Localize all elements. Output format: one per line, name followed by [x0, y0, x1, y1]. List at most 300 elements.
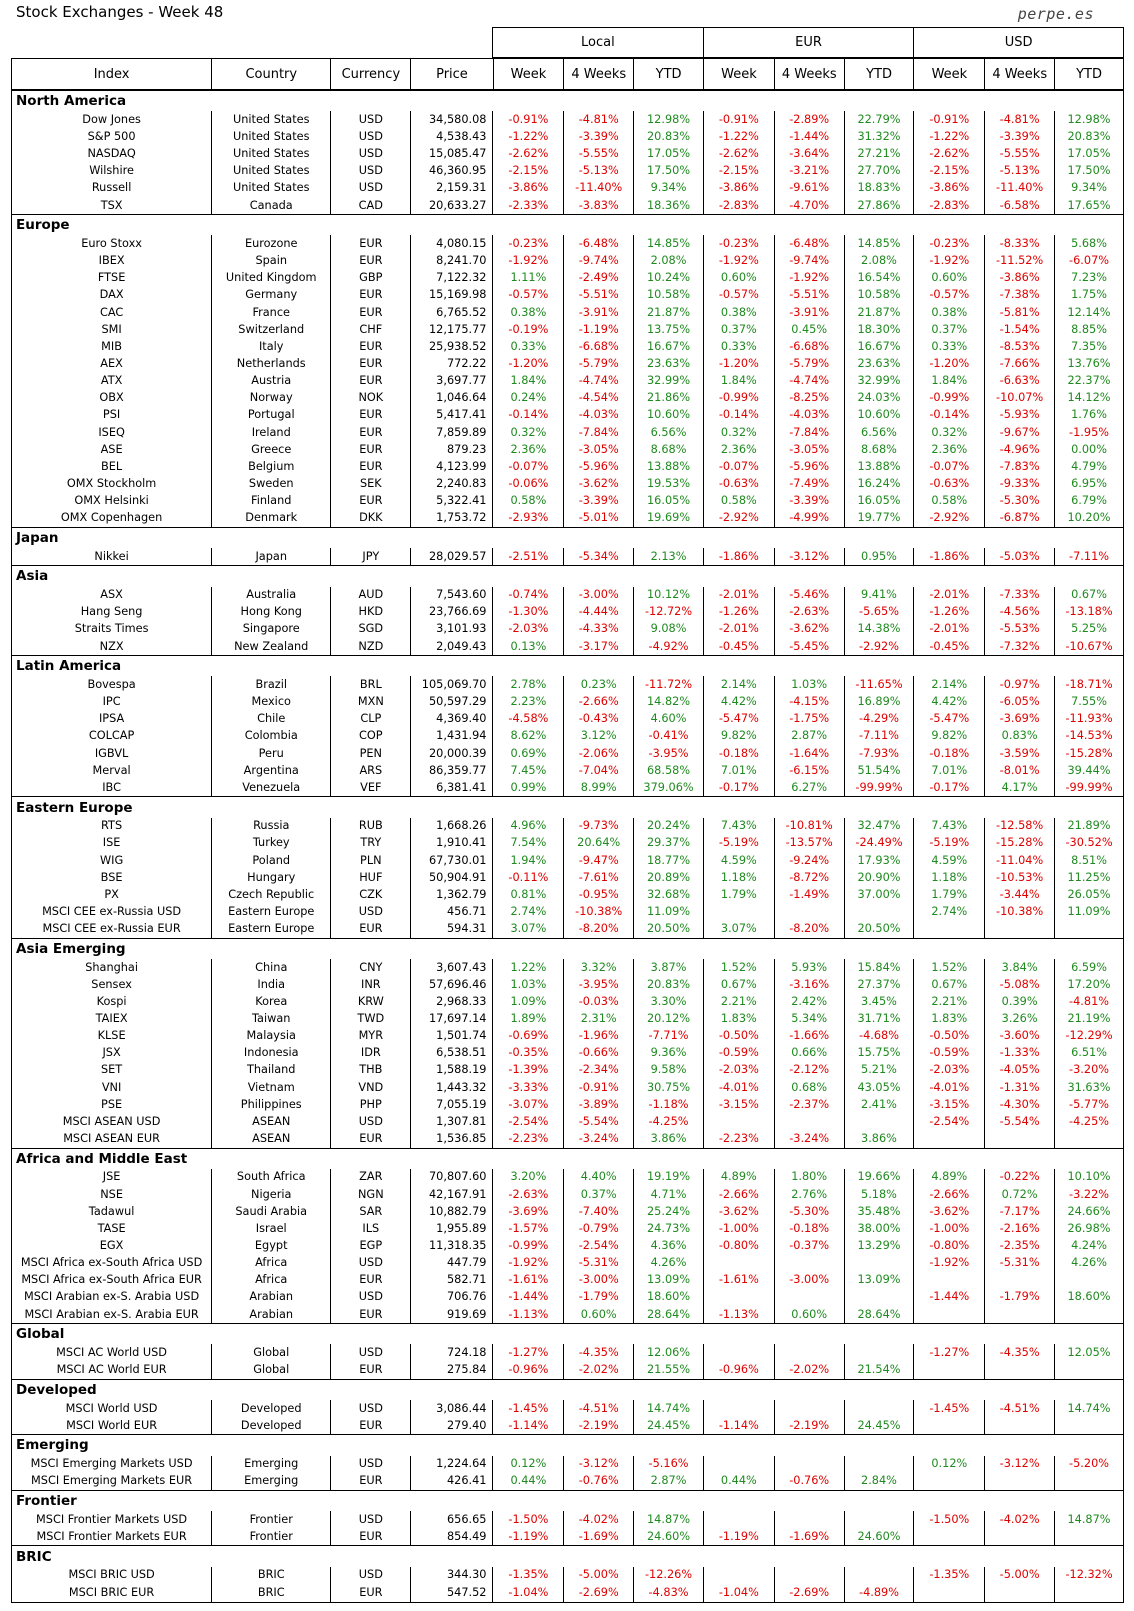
table-row — [12, 993, 1124, 1010]
cell-eur-ytd: 0.95% — [844, 548, 914, 566]
section-header — [12, 527, 1124, 548]
cell-eur-4weeks: -4.99% — [774, 510, 844, 528]
cell-local-week: -2.33% — [493, 197, 564, 215]
cell-usd-4weeks: -12.58% — [985, 818, 1055, 835]
cell-usd-4weeks: -2.16% — [985, 1220, 1055, 1237]
col-price: Price — [411, 59, 493, 90]
cell-eur-4weeks: 1.03% — [774, 676, 844, 693]
cell-price: 50,904.91 — [411, 869, 493, 886]
cell-local-4weeks: -5.01% — [564, 510, 634, 528]
cell-price: 7,859.89 — [411, 424, 493, 441]
cell-usd-4weeks: -10.07% — [985, 390, 1055, 407]
cell-currency: AUD — [331, 587, 411, 604]
cell-index: MSCI Emerging Markets USD — [12, 1456, 212, 1473]
cell-country: Vietnam — [212, 1079, 331, 1096]
cell-price: 275.84 — [411, 1362, 493, 1380]
cell-price: 2,240.83 — [411, 475, 493, 492]
cell-price: 2,049.43 — [411, 638, 493, 656]
cell-usd-ytd: -18.71% — [1055, 676, 1124, 693]
cell-eur-4weeks: -0.76% — [774, 1473, 844, 1491]
cell-eur-4weeks: -10.81% — [774, 818, 844, 835]
cell-eur-ytd: 16.54% — [844, 270, 914, 287]
cell-eur-4weeks — [774, 903, 844, 920]
cell-eur-ytd: 15.75% — [844, 1045, 914, 1062]
cell-usd-4weeks: -1.54% — [985, 321, 1055, 338]
cell-price: 7,122.32 — [411, 270, 493, 287]
cell-local-ytd: 30.75% — [634, 1079, 704, 1096]
cell-usd-4weeks: -3.69% — [985, 711, 1055, 728]
cell-local-week: 0.24% — [493, 390, 564, 407]
cell-usd-4weeks: 0.72% — [985, 1186, 1055, 1203]
cell-usd-ytd: -12.29% — [1055, 1028, 1124, 1045]
cell-local-ytd: 4.71% — [634, 1186, 704, 1203]
cell-currency: ARS — [331, 762, 411, 779]
cell-eur-ytd: -99.99% — [844, 779, 914, 797]
table-row — [12, 959, 1124, 976]
cell-eur-week: -2.62% — [703, 146, 774, 163]
cell-local-4weeks: -0.03% — [564, 993, 634, 1010]
cell-index: MSCI Africa ex-South Africa EUR — [12, 1272, 212, 1289]
col-usd-ytd: YTD — [1055, 59, 1124, 90]
cell-index: MSCI BRIC USD — [12, 1567, 212, 1584]
cell-index: NSE — [12, 1186, 212, 1203]
cell-local-4weeks: 4.40% — [564, 1169, 634, 1186]
cell-local-4weeks: -4.74% — [564, 373, 634, 390]
col-local-week: Week — [493, 59, 564, 90]
cell-price: 279.40 — [411, 1417, 493, 1435]
cell-price: 57,696.46 — [411, 976, 493, 993]
cell-eur-week: -0.99% — [703, 390, 774, 407]
table-row — [12, 1272, 1124, 1289]
cell-local-4weeks: -6.48% — [564, 235, 634, 252]
cell-eur-week: -0.17% — [703, 779, 774, 797]
cell-index: MSCI World USD — [12, 1400, 212, 1417]
cell-index: Dow Jones — [12, 111, 212, 128]
cell-eur-week: -0.63% — [703, 475, 774, 492]
cell-usd-4weeks: 0.83% — [985, 728, 1055, 745]
cell-local-week: 0.33% — [493, 338, 564, 355]
cell-local-week: -1.57% — [493, 1220, 564, 1237]
cell-eur-week: 1.18% — [703, 869, 774, 886]
cell-eur-4weeks — [774, 1344, 844, 1361]
cell-usd-4weeks: -5.93% — [985, 407, 1055, 424]
table-row — [12, 1528, 1124, 1546]
cell-usd-week — [914, 1528, 985, 1546]
cell-price: 46,360.95 — [411, 163, 493, 180]
cell-local-4weeks: -0.66% — [564, 1045, 634, 1062]
cell-currency: HKD — [331, 604, 411, 621]
cell-country: New Zealand — [212, 638, 331, 656]
cell-usd-ytd: 9.34% — [1055, 180, 1124, 197]
cell-usd-4weeks: -4.51% — [985, 1400, 1055, 1417]
cell-eur-4weeks: -4.03% — [774, 407, 844, 424]
cell-eur-ytd: 14.85% — [844, 235, 914, 252]
cell-local-ytd: -4.83% — [634, 1584, 704, 1603]
cell-usd-ytd: -99.99% — [1055, 779, 1124, 797]
cell-usd-week: -0.63% — [914, 475, 985, 492]
cell-country: Emerging — [212, 1456, 331, 1473]
cell-eur-4weeks: -2.12% — [774, 1062, 844, 1079]
cell-price: 50,597.29 — [411, 694, 493, 711]
cell-eur-week: -5.47% — [703, 711, 774, 728]
cell-local-week: -1.04% — [493, 1584, 564, 1603]
cell-usd-week: -1.22% — [914, 128, 985, 145]
cell-eur-week — [703, 1511, 774, 1528]
cell-local-week: 1.11% — [493, 270, 564, 287]
cell-eur-week: -3.15% — [703, 1096, 774, 1113]
cell-currency: DKK — [331, 510, 411, 528]
cell-country: Hong Kong — [212, 604, 331, 621]
cell-usd-ytd: -6.07% — [1055, 253, 1124, 270]
cell-index: FTSE — [12, 270, 212, 287]
cell-country: Brazil — [212, 676, 331, 693]
cell-country: Australia — [212, 587, 331, 604]
cell-eur-ytd — [844, 1113, 914, 1130]
cell-currency: USD — [331, 1511, 411, 1528]
cell-eur-4weeks: -2.69% — [774, 1584, 844, 1603]
cell-usd-ytd: 4.79% — [1055, 458, 1124, 475]
cell-usd-week: -0.99% — [914, 390, 985, 407]
cell-eur-ytd: 16.05% — [844, 493, 914, 510]
cell-country: Eastern Europe — [212, 921, 331, 939]
cell-local-ytd: 20.89% — [634, 869, 704, 886]
cell-local-week: -3.86% — [493, 180, 564, 197]
cell-country: Frontier — [212, 1511, 331, 1528]
cell-usd-week: -2.92% — [914, 510, 985, 528]
cell-local-week: 1.89% — [493, 1010, 564, 1027]
cell-currency: USD — [331, 1344, 411, 1361]
table-row — [12, 903, 1124, 920]
cell-local-week: 2.36% — [493, 441, 564, 458]
cell-local-4weeks: -3.24% — [564, 1130, 634, 1148]
cell-eur-ytd: 14.38% — [844, 621, 914, 638]
cell-usd-ytd: 12.05% — [1055, 1344, 1124, 1361]
cell-local-4weeks: -2.69% — [564, 1584, 634, 1603]
cell-local-week: -1.50% — [493, 1511, 564, 1528]
cell-index: IPSA — [12, 711, 212, 728]
cell-price: 594.31 — [411, 921, 493, 939]
section-title: BRIC — [12, 1546, 1124, 1567]
cell-usd-4weeks — [985, 1473, 1055, 1491]
cell-local-4weeks: -4.33% — [564, 621, 634, 638]
cell-index: JSE — [12, 1169, 212, 1186]
cell-local-ytd: 13.75% — [634, 321, 704, 338]
cell-local-4weeks: -4.54% — [564, 390, 634, 407]
table-row — [12, 1113, 1124, 1130]
cell-eur-ytd: 22.79% — [844, 111, 914, 128]
cell-price: 1,536.85 — [411, 1130, 493, 1148]
cell-eur-4weeks: -3.39% — [774, 493, 844, 510]
cell-index: MSCI Frontier Markets EUR — [12, 1528, 212, 1546]
cell-usd-ytd: 17.20% — [1055, 976, 1124, 993]
cell-local-4weeks: -3.00% — [564, 1272, 634, 1289]
cell-usd-4weeks: -5.55% — [985, 146, 1055, 163]
cell-eur-4weeks: -2.02% — [774, 1362, 844, 1380]
cell-eur-4weeks: -4.70% — [774, 197, 844, 215]
cell-currency: RUB — [331, 818, 411, 835]
cell-eur-4weeks: -5.79% — [774, 355, 844, 372]
cell-usd-ytd: -3.20% — [1055, 1062, 1124, 1079]
cell-usd-4weeks: -15.28% — [985, 835, 1055, 852]
cell-eur-4weeks: 1.80% — [774, 1169, 844, 1186]
cell-currency: HUF — [331, 869, 411, 886]
cell-currency: EUR — [331, 1130, 411, 1148]
cell-usd-4weeks: -4.96% — [985, 441, 1055, 458]
cell-currency: EUR — [331, 441, 411, 458]
cell-local-ytd: 21.86% — [634, 390, 704, 407]
cell-country: Arabian — [212, 1289, 331, 1306]
cell-usd-week: -1.00% — [914, 1220, 985, 1237]
cell-local-4weeks: 0.37% — [564, 1186, 634, 1203]
cell-local-4weeks: 3.32% — [564, 959, 634, 976]
cell-local-ytd: 23.63% — [634, 355, 704, 372]
cell-local-ytd: 2.13% — [634, 548, 704, 566]
cell-usd-ytd: 17.50% — [1055, 163, 1124, 180]
cell-index: NASDAQ — [12, 146, 212, 163]
cell-eur-ytd: 16.89% — [844, 694, 914, 711]
cell-country: Chile — [212, 711, 331, 728]
cell-country: Greece — [212, 441, 331, 458]
cell-eur-ytd — [844, 1400, 914, 1417]
cell-local-week: -1.35% — [493, 1567, 564, 1584]
cell-currency: CNY — [331, 959, 411, 976]
cell-local-4weeks: -4.81% — [564, 111, 634, 128]
cell-usd-4weeks: -4.56% — [985, 604, 1055, 621]
cell-local-week: 0.58% — [493, 493, 564, 510]
cell-index: WIG — [12, 852, 212, 869]
cell-eur-4weeks: -9.74% — [774, 253, 844, 270]
cell-country: Malaysia — [212, 1028, 331, 1045]
cell-country: BRIC — [212, 1584, 331, 1603]
cell-usd-ytd — [1055, 1362, 1124, 1380]
cell-local-week: 1.84% — [493, 373, 564, 390]
cell-country: Philippines — [212, 1096, 331, 1113]
cell-local-4weeks: -3.91% — [564, 304, 634, 321]
cell-price: 1,753.72 — [411, 510, 493, 528]
cell-country: France — [212, 304, 331, 321]
cell-local-4weeks: -5.31% — [564, 1255, 634, 1272]
cell-price: 5,417.41 — [411, 407, 493, 424]
cell-local-week: -2.03% — [493, 621, 564, 638]
cell-price: 1,910.41 — [411, 835, 493, 852]
cell-price: 20,633.27 — [411, 197, 493, 215]
cell-eur-week: 0.38% — [703, 304, 774, 321]
cell-eur-ytd: 2.41% — [844, 1096, 914, 1113]
cell-eur-week: 1.79% — [703, 886, 774, 903]
cell-index: Russell — [12, 180, 212, 197]
cell-eur-week: -0.07% — [703, 458, 774, 475]
cell-local-week: 0.12% — [493, 1456, 564, 1473]
cell-eur-4weeks: -5.30% — [774, 1203, 844, 1220]
cell-local-week: -3.07% — [493, 1096, 564, 1113]
cell-local-week: -0.69% — [493, 1028, 564, 1045]
cell-eur-4weeks: -2.19% — [774, 1417, 844, 1435]
cell-currency: EUR — [331, 373, 411, 390]
table-row — [12, 493, 1124, 510]
cell-eur-ytd — [844, 1567, 914, 1584]
cell-local-4weeks: -2.06% — [564, 745, 634, 762]
section-title: Latin America — [12, 656, 1124, 677]
cell-price: 20,000.39 — [411, 745, 493, 762]
cell-eur-ytd: 24.60% — [844, 1528, 914, 1546]
cell-local-week: -2.62% — [493, 146, 564, 163]
cell-usd-week: -2.15% — [914, 163, 985, 180]
cell-usd-week: -1.86% — [914, 548, 985, 566]
cell-price: 656.65 — [411, 1511, 493, 1528]
cell-country: Canada — [212, 197, 331, 215]
cell-index: MSCI Africa ex-South Africa USD — [12, 1255, 212, 1272]
cell-local-4weeks: -3.00% — [564, 587, 634, 604]
cell-local-ytd: 3.30% — [634, 993, 704, 1010]
cell-eur-ytd: -11.65% — [844, 676, 914, 693]
cell-local-week: -2.23% — [493, 1130, 564, 1148]
cell-price: 28,029.57 — [411, 548, 493, 566]
cell-currency: IDR — [331, 1045, 411, 1062]
table-row — [12, 111, 1124, 128]
cell-currency: USD — [331, 128, 411, 145]
cell-currency: EUR — [331, 493, 411, 510]
cell-usd-ytd: 10.10% — [1055, 1169, 1124, 1186]
table-row — [12, 1511, 1124, 1528]
cell-local-4weeks: -5.34% — [564, 548, 634, 566]
cell-price: 1,501.74 — [411, 1028, 493, 1045]
cell-price: 11,318.35 — [411, 1237, 493, 1254]
table-row — [12, 475, 1124, 492]
cell-local-4weeks: -9.74% — [564, 253, 634, 270]
col-local-ytd: YTD — [634, 59, 704, 90]
cell-currency: KRW — [331, 993, 411, 1010]
cell-usd-week: 1.84% — [914, 373, 985, 390]
cell-eur-4weeks: -3.62% — [774, 621, 844, 638]
cell-local-4weeks: -3.83% — [564, 197, 634, 215]
cell-local-week: -1.14% — [493, 1417, 564, 1435]
cell-usd-ytd: 21.89% — [1055, 818, 1124, 835]
section-header — [12, 1435, 1124, 1456]
cell-country: South Africa — [212, 1169, 331, 1186]
cell-eur-ytd: 16.24% — [844, 475, 914, 492]
section-header — [12, 1490, 1124, 1511]
cell-country: Global — [212, 1344, 331, 1361]
cell-eur-week: -2.23% — [703, 1130, 774, 1148]
cell-usd-4weeks: -8.33% — [985, 235, 1055, 252]
cell-country: Germany — [212, 287, 331, 304]
col-usd-4weeks: 4 Weeks — [985, 59, 1055, 90]
cell-local-4weeks: -1.79% — [564, 1289, 634, 1306]
cell-eur-ytd: 19.77% — [844, 510, 914, 528]
cell-country: Sweden — [212, 475, 331, 492]
cell-usd-ytd — [1055, 1130, 1124, 1148]
cell-eur-ytd: -5.65% — [844, 604, 914, 621]
cell-eur-4weeks: -7.84% — [774, 424, 844, 441]
table-row — [12, 390, 1124, 407]
cell-local-week: 0.69% — [493, 745, 564, 762]
section-title: Frontier — [12, 1490, 1124, 1511]
cell-index: MSCI Emerging Markets EUR — [12, 1473, 212, 1491]
cell-usd-week — [914, 1306, 985, 1324]
cell-index: Wilshire — [12, 163, 212, 180]
cell-country: Emerging — [212, 1473, 331, 1491]
cell-index: OMX Stockholm — [12, 475, 212, 492]
cell-local-4weeks: -2.19% — [564, 1417, 634, 1435]
cell-eur-week: 9.82% — [703, 728, 774, 745]
cell-eur-week — [703, 1255, 774, 1272]
stock-table-body — [12, 91, 1124, 1603]
cell-price: 706.76 — [411, 1289, 493, 1306]
cell-index: MSCI AC World EUR — [12, 1362, 212, 1380]
cell-eur-4weeks: -3.91% — [774, 304, 844, 321]
cell-currency: EUR — [331, 235, 411, 252]
cell-local-ytd: 6.56% — [634, 424, 704, 441]
cell-eur-week — [703, 1113, 774, 1130]
cell-index: KLSE — [12, 1028, 212, 1045]
cell-eur-4weeks: -1.75% — [774, 711, 844, 728]
cell-index: PX — [12, 886, 212, 903]
cell-eur-ytd: 19.66% — [844, 1169, 914, 1186]
cell-local-4weeks: -11.40% — [564, 180, 634, 197]
cell-eur-ytd — [844, 1255, 914, 1272]
cell-eur-ytd: 24.03% — [844, 390, 914, 407]
cell-usd-4weeks: -3.59% — [985, 745, 1055, 762]
group-local: Local — [493, 28, 704, 58]
cell-local-ytd: 18.60% — [634, 1289, 704, 1306]
cell-index: SET — [12, 1062, 212, 1079]
cell-usd-ytd: 6.95% — [1055, 475, 1124, 492]
cell-usd-4weeks: -6.63% — [985, 373, 1055, 390]
cell-eur-4weeks: -4.15% — [774, 694, 844, 711]
cell-local-ytd: 24.73% — [634, 1220, 704, 1237]
cell-local-week: -1.27% — [493, 1344, 564, 1361]
cell-country: United States — [212, 128, 331, 145]
cell-index: ISEQ — [12, 424, 212, 441]
cell-usd-week: -2.62% — [914, 146, 985, 163]
table-row — [12, 818, 1124, 835]
cell-currency: TWD — [331, 1010, 411, 1027]
cell-currency: EUR — [331, 1272, 411, 1289]
cell-country: Eastern Europe — [212, 903, 331, 920]
cell-local-ytd: 21.87% — [634, 304, 704, 321]
cell-country: Frontier — [212, 1528, 331, 1546]
cell-currency: USD — [331, 146, 411, 163]
cell-local-4weeks: -3.05% — [564, 441, 634, 458]
cell-eur-4weeks: -2.37% — [774, 1096, 844, 1113]
cell-local-ytd: 4.26% — [634, 1255, 704, 1272]
cell-eur-4weeks: 5.34% — [774, 1010, 844, 1027]
cell-usd-week: 0.12% — [914, 1456, 985, 1473]
section-title: Japan — [12, 527, 1124, 548]
cell-currency: EUR — [331, 1473, 411, 1491]
cell-local-4weeks: -7.04% — [564, 762, 634, 779]
cell-eur-week: -4.01% — [703, 1079, 774, 1096]
cell-usd-week: -1.50% — [914, 1511, 985, 1528]
cell-eur-week: 4.89% — [703, 1169, 774, 1186]
cell-index: TSX — [12, 197, 212, 215]
cell-eur-week: -0.45% — [703, 638, 774, 656]
cell-eur-ytd: 32.47% — [844, 818, 914, 835]
section-title: Developed — [12, 1379, 1124, 1400]
cell-price: 4,123.99 — [411, 458, 493, 475]
table-row — [12, 510, 1124, 528]
cell-eur-4weeks: 5.93% — [774, 959, 844, 976]
cell-eur-week: 0.44% — [703, 1473, 774, 1491]
cell-eur-week: -1.04% — [703, 1584, 774, 1603]
cell-index: BSE — [12, 869, 212, 886]
table-row — [12, 304, 1124, 321]
cell-local-week: -0.57% — [493, 287, 564, 304]
cell-index: MSCI AC World USD — [12, 1344, 212, 1361]
cell-currency: COP — [331, 728, 411, 745]
cell-usd-4weeks: -3.12% — [985, 1456, 1055, 1473]
cell-index: MSCI Arabian ex-S. Arabia USD — [12, 1289, 212, 1306]
